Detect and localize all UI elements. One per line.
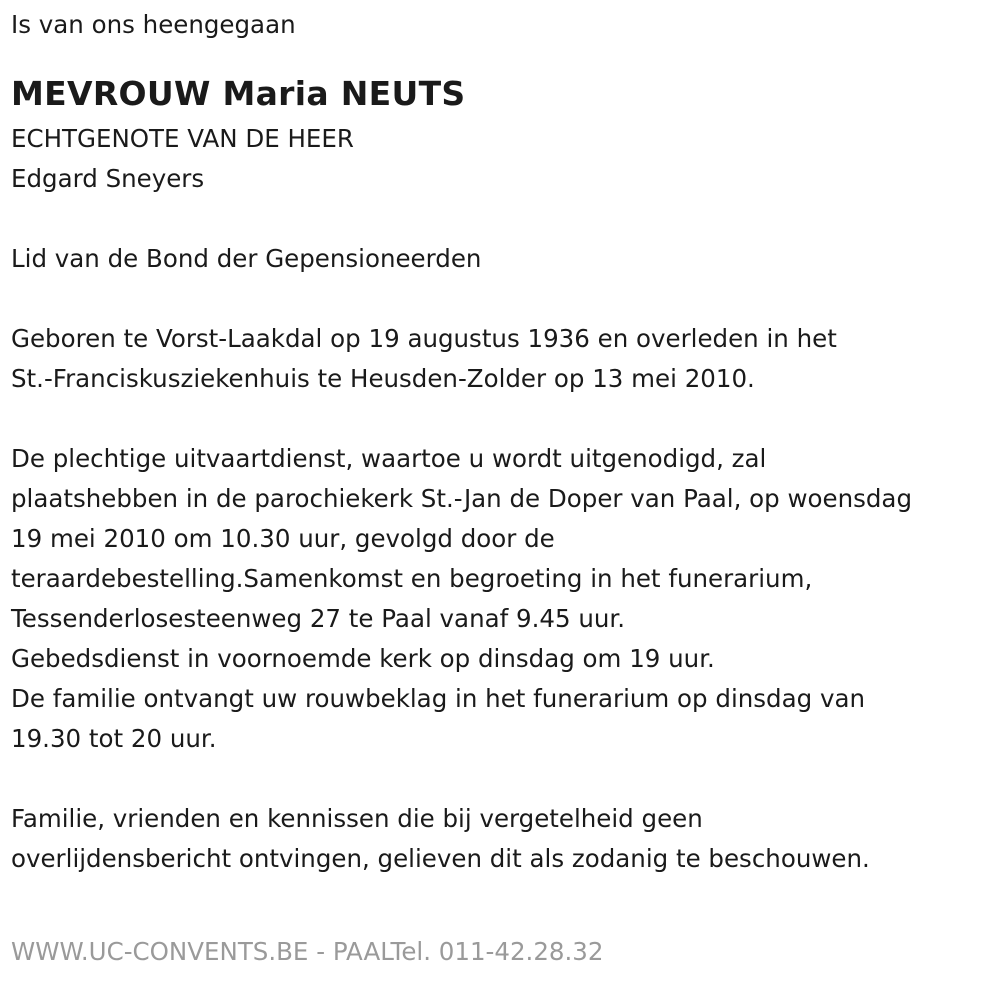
spacer: [11, 399, 991, 439]
birth-death-paragraph: [11, 319, 991, 399]
paragraph-line: teraardebestelling.Samenkomst en begroeting in het funerarium,: [11, 564, 813, 593]
paragraph-line: Geboren te Vorst-Laakdal op 19 augustus 1936 en overleden in het: [11, 324, 837, 353]
spouse-name: Edgard Sneyers: [11, 164, 205, 193]
membership-line: Lid van de Bond der Gepensioneerden: [11, 244, 482, 273]
spouse-title: ECHTGENOTE VAN DE HEER: [11, 124, 354, 153]
paragraph-line: 19 mei 2010 om 10.30 uur, gevolgd door de: [11, 524, 555, 553]
spacer: [11, 759, 991, 799]
intro-line: Is van ons heengegaan: [11, 10, 296, 39]
obituary-text-block: [11, 5, 991, 879]
service-paragraph: [11, 439, 991, 759]
paragraph-line: Gebedsdienst in voornoemde kerk op dinsdag om 19 uur.: [11, 644, 715, 673]
paragraph-line: 19.30 tot 20 uur.: [11, 724, 217, 753]
deceased-name: MEVROUW Maria NEUTS: [11, 74, 466, 113]
paragraph-line: De plechtige uitvaartdienst, waartoe u wordt uitgenodigd, zal: [11, 444, 767, 473]
footer-contact: WWW.UC-CONVENTS.BE - PAALTel. 011-42.28.32: [11, 937, 604, 966]
paragraph-line: Tessenderlosesteenweg 27 te Paal vanaf 9.45 uur.: [11, 604, 626, 633]
spacer: [11, 199, 991, 239]
paragraph-line: Familie, vrienden en kennissen die bij vergetelheid geen: [11, 804, 703, 833]
spacer: [11, 279, 991, 319]
notice-paragraph: [11, 799, 991, 879]
paragraph-line: overlijdensbericht ontvingen, gelieven dit als zodanig te beschouwen.: [11, 844, 870, 873]
paragraph-line: St.-Franciskusziekenhuis te Heusden-Zolder op 13 mei 2010.: [11, 364, 755, 393]
paragraph-line: De familie ontvangt uw rouwbeklag in het funerarium op dinsdag van: [11, 684, 865, 713]
paragraph-line: plaatshebben in de parochiekerk St.-Jan de Doper van Paal, op woensdag: [11, 484, 912, 513]
